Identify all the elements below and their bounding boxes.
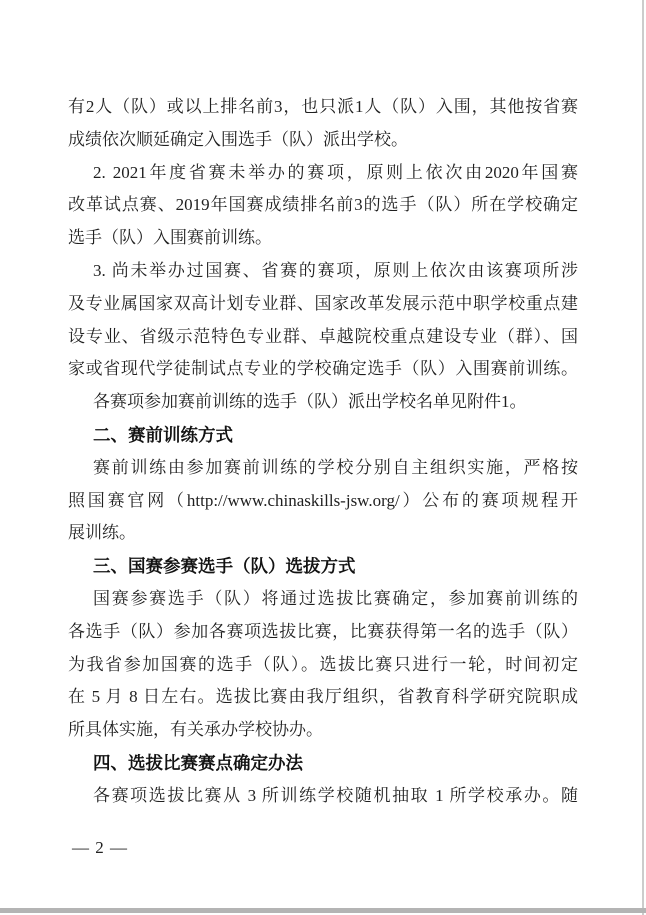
doc-line: 选手（队）入围赛前训练。 (68, 228, 272, 248)
section-heading-2: 二、赛前训练方式 (93, 424, 233, 445)
doc-line: 为我省参加国赛的选手（队）。选拔比赛只进行一轮，时间初定 (68, 654, 578, 674)
doc-line: 设专业、省级示范特色专业群、卓越院校重点建设专业（群）、国 (68, 326, 578, 346)
doc-line: 有2人（队）或以上排名前3，也只派1人（队）入围，其他按省赛 (68, 97, 578, 116)
page-number: — 2 — (72, 838, 128, 857)
document-body (68, 91, 578, 813)
doc-line: 成绩依次顺延确定入围选手（队）派出学校。 (68, 129, 408, 149)
doc-line: 各赛项选拔比赛从 3 所训练学校随机抽取 1 所学校承办。随 (93, 785, 578, 805)
doc-line-item-3: 3. 尚未举办过国赛、省赛的赛项，原则上依次由该赛项所涉 (93, 260, 578, 280)
section-heading-4: 四、选拔比赛赛点确定办法 (93, 752, 303, 773)
doc-line: 各赛项参加赛前训练的选手（队）派出学校名单见附件1。 (93, 392, 527, 412)
doc-line: 国赛参赛选手（队）将通过选拔比赛确定，参加赛前训练的 (93, 588, 578, 608)
scan-right-edge-line (642, 0, 644, 915)
doc-line: 改革试点赛、2019年国赛成绩排名前3的选手（队）所在学校确定 (68, 195, 578, 215)
doc-line-item-2: 2. 2021年度省赛未举办的赛项，原则上依次由2020年国赛 (93, 162, 578, 182)
doc-line: 展训练。 (68, 523, 136, 543)
doc-line: 在 5 月 8 日左右。选拔比赛由我厅组织，省教育科学研究院职成 (68, 687, 578, 707)
doc-line: 赛前训练由参加赛前训练的学校分别自主组织实施，严格按 (93, 457, 578, 477)
scan-bottom-edge-band (0, 908, 646, 913)
doc-line: 及专业属国家双高计划专业群、国家改革发展示范中职学校重点建 (68, 293, 578, 313)
doc-line: 所具体实施，有关承办学校协办。 (68, 720, 323, 740)
doc-line: 家或省现代学徒制试点专业的学校确定选手（队）入围赛前训练。 (68, 359, 578, 379)
section-heading-3: 三、国赛参赛选手（队）选拔方式 (93, 556, 356, 577)
doc-line-url: 照国赛官网（http://www.chinaskills-jsw.org/）公布的赛项规程开 (68, 490, 578, 510)
doc-line: 各选手（队）参加各赛项选拔比赛，比赛获得第一名的选手（队） (68, 621, 578, 641)
